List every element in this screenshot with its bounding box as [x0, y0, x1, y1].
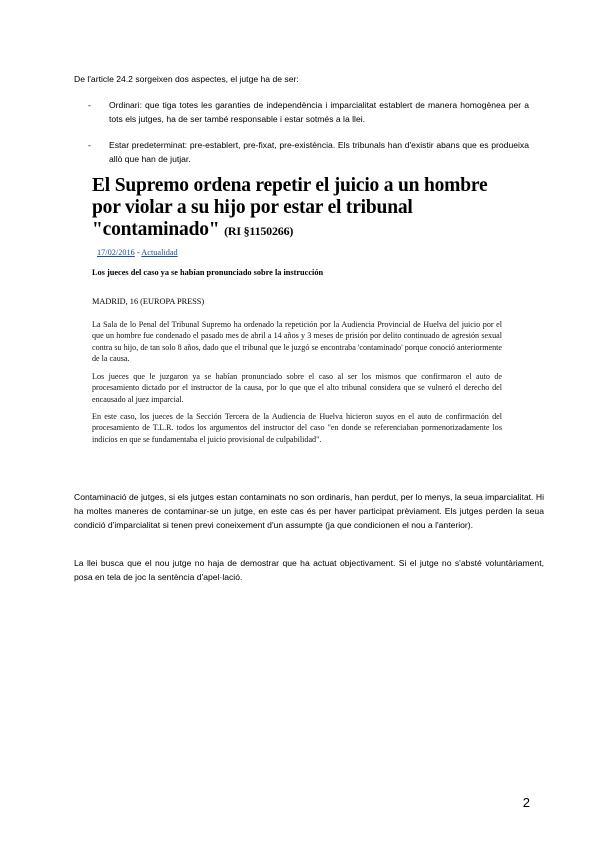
clipping-paragraph: Los jueces que le juzgaron ya se habían pronunciado sobre el caso al ser los mismos que confirmaron el auto de procesamiento dictado por el instructor de la causa, por lo que que el alto tribunal considera que se vulneró el derecho del encausado al juez imparcial.: [92, 372, 502, 404]
headline-reference: (RI §1150266): [224, 224, 294, 238]
body-paragraph: La llei busca que el nou jutge no haja de demostrar que ha actuat objectivament. Si el jutge no s'absté voluntàriament, posa en tela de joc la sentència d'apel·lació.: [74, 558, 544, 582]
clipping-meta: [97, 248, 178, 257]
headline-text: El Supremo ordena repetir el juicio a un hombre por violar a su hijo por estar el tribunal "contaminado": [92, 175, 488, 240]
bullet-marker: -: [88, 100, 91, 110]
body-paragraph: Contaminació de jutges, si els jutges estan contaminats no son ordinaris, han perdut, per lo menys, la seua imparcialitat. Hi ha moltes maneres de contaminar-se un jutge, en este cas és per haver participat prèviament. Els jutges perden la seua condició d'imparcialitat si tenen previ coneixement d'un assumpte (ja que condicionen el nou a l'anterior).: [74, 492, 544, 530]
clipping-paragraph: En este caso, los jueces de la Sección Tercera de la Audiencia de Huelva hicieron suyos en el auto de confirmación del procesamiento de T.L.R. todos los argumentos del instructor del caso "en donde se referenciaban pormenorizadamente los indicios en que se fundamentaba el juicio provisional de culpabilidad".: [92, 412, 502, 444]
bullet-item-ordinari: Ordinari: que tiga totes les garanties de independència i imparcialitat establert de manera homogènea per a tots els jutges, ha de ser també responsable i estar sotmés a la llei.: [109, 100, 529, 124]
category-link[interactable]: Actualidad: [141, 248, 178, 257]
clipping-subheading: Los jueces del caso ya se habían pronunciado sobre la instrucción: [92, 268, 324, 277]
clipping-paragraph: La Sala de lo Penal del Tribunal Supremo ha ordenado la repetición por la Audiencia Provincial de Huelva del juicio por el que un hombre fue condenado el pasado mes de abril a 14 años y 3 meses de prisión por delito continuado de agresión sexual contra su hijo, de tan solo 8 años, dado que el tribunal que le juzgó se encontraba 'contaminado' porque conoció anteriormente de la causa.: [92, 320, 502, 364]
clipping-headline: [92, 175, 512, 242]
news-clipping: [92, 175, 512, 475]
bullet-item-predeterminat: Estar predeterminat: pre-establert, pre-fixat, pre-existència. Els tribunals han d'existir abans que es produeixa allò que han de jutjar.: [109, 140, 529, 164]
page-number: 2: [522, 795, 530, 810]
intro-paragraph: De l'article 24.2 sorgeixen dos aspectes, el jutge ha de ser:: [74, 74, 299, 84]
clipping-location: MADRID, 16 (EUROPA PRESS): [92, 297, 205, 306]
bullet-marker: -: [88, 140, 91, 150]
date-link[interactable]: 17/02/2016: [97, 248, 135, 257]
meta-separator: -: [134, 248, 142, 257]
